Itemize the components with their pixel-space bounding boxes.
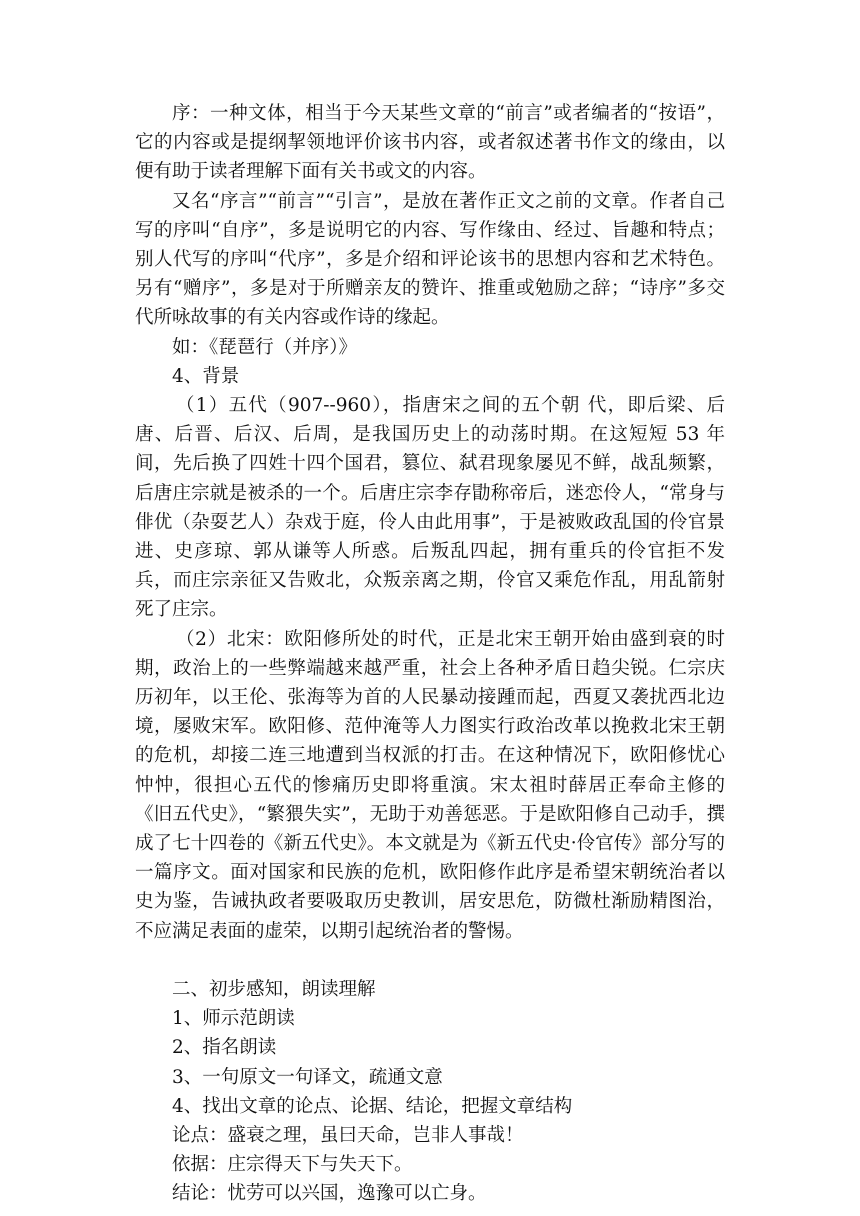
section2-item: 2、指名朗读 [172, 1037, 277, 1059]
example-line: 如：《琵琶行（并序）》 [172, 336, 358, 358]
background-paragraph-2: （2）北宋：欧阳修所处的时代，正是北宋王朝开始由盛到衰的时期，政治上的一些弊端越来越严重，社会上各种矛盾日趋尖锐。仁宗庆历初年，以王伦、张海等为首的人民暴动接踵而起，西夏又袭扰西北边境，屡败宋军。欧阳修、范仲淹等人力图实行政治改革以挽救北宋王朝的危机，却接二连三地遭到当权派的打击。在这种情况下，欧阳修忧心忡忡，很担心五代的惨痛历史即将重演。宋太祖时薛居正奉命主修的《旧五代史》，“繁猥失实”，无助于劝善惩恶。于是欧阳修自己动手，撰成了七十四卷的《新五代史》。本文就是为《新五代史·伶官传》部分写的一篇序文。面对国家和民族的危机，欧阳修作此序是希望宋朝统治者以史为鉴，告诫执政者要吸取历史教训，居安思危，防微杜渐励精图治，不应满足表面的虚荣，以期引起统治者的警惕。 [135, 628, 725, 942]
document-page [135, 99, 725, 1209]
xu-definition-paragraph: 序：一种文体，相当于今天某些文章的“前言”或者编者的“按语”，它的内容或是提纲挈领地评价该书内容，或者叙述著书作文的缘由，以便有助于读者理解下面有关书或文的内容。 [135, 103, 725, 183]
section-gap [135, 946, 725, 975]
section2-heading: 二、初步感知，朗读理解 [172, 978, 376, 1000]
evidence-line: 依据：庄宗得天下与失天下。 [172, 1154, 413, 1176]
section2-item: 3、一句原文一句译文，疏通文意 [172, 1066, 443, 1088]
section2-item: 4、找出文章的论点、论据、结论，把握文章结构 [172, 1095, 573, 1117]
background-paragraph-1: （1）五代（907--960），指唐宋之间的五个朝 代，即后梁、后唐、后晋、后汉、后周，是我国历史上的动荡时期。在这短短 53 年间，先后换了四姓十四个国君，篡位、弑君现象屡见不鲜，战乱频繁，后唐庄宗就是被杀的一个。后唐庄宗李存勖称帝后，迷恋伶人，“常身与俳优（杂耍艺人）杂戏于庭，伶人由此用事”，于是被败政乱国的伶官景进、史彦琼、郭从谦等人所惑。后叛乱四起，拥有重兵的伶官拒不发兵，而庄宗亲征又告败北，众叛亲离之期，伶官又乘危作乱，用乱箭射死了庄宗。 [135, 395, 725, 621]
conclusion-line: 结论：忧劳可以兴国，逸豫可以亡身。 [172, 1183, 487, 1205]
xu-alias-paragraph: 又名“序言”“前言”“引言”，是放在著作正文之前的文章。作者自己写的序叫“自序”，多是说明它的内容、写作缘由、经过、旨趣和特点；别人代写的序叫“代序”，多是介绍和评论该书的思想内容和艺术特色。另有“赠序”，多是对于所赠亲友的赞许、推重或勉励之辞；“诗序”多交代所咏故事的有关内容或作诗的缘起。 [135, 190, 725, 329]
background-heading: 4、背景 [172, 365, 240, 387]
argument-line: 论点：盛衰之理，虽曰天命，岂非人事哉！ [172, 1124, 524, 1146]
section2-item: 1、师示范朗读 [172, 1008, 295, 1030]
